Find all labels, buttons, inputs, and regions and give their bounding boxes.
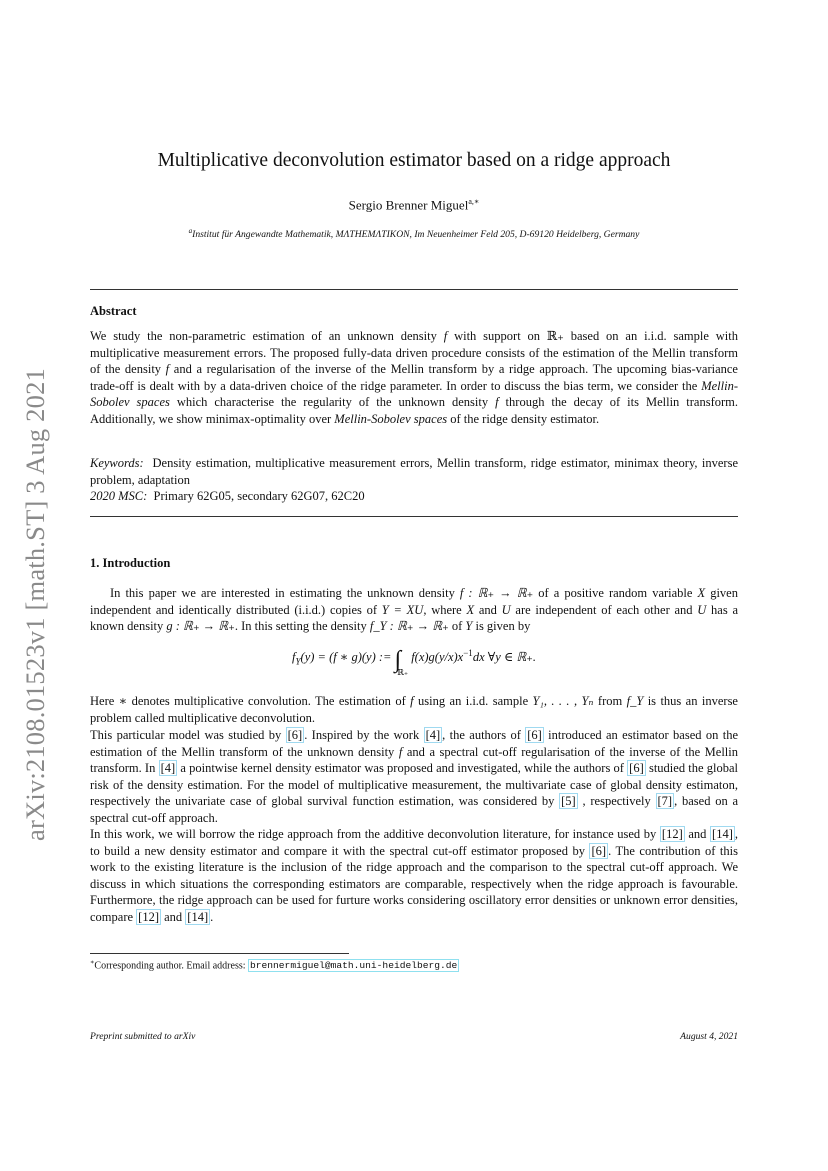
footnote [90,958,459,971]
abstract-math: f [165,362,170,377]
author-name: Sergio Brenner Miguel [348,197,469,213]
math: f : ℝ₊ → ℝ₊ [459,586,534,600]
text: . [210,909,214,924]
abstract-bottom-rule [90,516,738,517]
abstract-emphasis: Mellin-Sobolev spaces [334,411,448,426]
text: , based on a spectral cut-off approach. [90,794,739,825]
affiliation [90,227,738,240]
math: f_Y : ℝ₊ → ℝ₊ [369,619,449,634]
math: U [501,602,511,617]
keywords-text: Density estimation, multiplicative measurement errors, Mellin transform, ridge estimator, minimax theory, inverse problem, adaptation [90,456,739,487]
footnote-mark: ∗ [90,959,95,966]
citation-link[interactable]: [7] [657,794,673,809]
citation-link[interactable]: [12] [138,909,159,924]
text: . In this setting the density [234,619,370,634]
text: is thus an inverse problem called multiplicative deconvolution. [90,694,738,725]
keywords-label: Keywords: [90,456,144,470]
eq-part: dx ∀y ∈ ℝ₊. [472,650,536,664]
author-marks: a,∗ [468,197,480,206]
abstract-text: We study the non-parametric estimation of an unknown density [90,329,444,343]
citation-link[interactable]: [14] [712,827,733,841]
math: U [697,602,707,617]
integral-symbol: ∫ [394,647,402,673]
text: and [160,909,186,924]
citation-link[interactable]: [6] [629,761,644,776]
math: Y [465,619,473,634]
math: f [410,694,414,708]
text: given independent and identically distributed (i.i.d.) copies of [90,586,738,617]
text: , respectively [577,794,656,809]
text: Here ∗ denotes multiplicative convolution. The estimation of [90,694,411,708]
msc-text: Primary 62G05, secondary 62G07, 62C20 [153,489,365,504]
footer-date: August 4, 2021 [680,1031,738,1042]
paper-title: Multiplicative deconvolution estimator based on a ridge approach [157,150,671,171]
citation-link[interactable]: [5] [561,794,576,809]
text: introduced an estimator based on the estimation of the Mellin transform of the unknown density [90,728,739,759]
citation-link[interactable]: [4] [160,761,176,776]
text: has a known density [90,602,738,634]
keywords-block [90,455,738,505]
text: , to build a new density estimator and compare it with the spectral cut-off estimator proposed by [90,827,738,858]
eq-sub: ℝ₊ [397,668,409,677]
citation-link[interactable]: [6] [591,843,607,858]
author-line [90,197,738,213]
affiliation-text: Institut für Angewandte Mathematik, MΛTHEMΛTIKON, Im Neuenheimer Feld 205, D-69120 Heidelberg, Germany [192,229,640,241]
math: X [697,586,706,600]
eq-exp: −1 [463,647,473,658]
abstract-emphasis: Mellin-Sobolev spaces [90,378,738,410]
text: a pointwise kernel density estimator was proposed and investigated, while the authors of [177,761,628,776]
text: of [448,619,466,634]
text: and [474,602,502,617]
arxiv-side-stamp [10,351,60,857]
text: and a spectral cut-off regularisation of the inverse of the Mellin transform. In [90,744,738,776]
section-heading-introduction: 1. Introduction [90,556,171,570]
abstract-body [90,328,738,428]
citation-link[interactable]: [6] [527,728,542,742]
msc-label: 2020 MSC: [90,489,148,504]
eq-part: (y) = (f ∗ g)(y) := [300,650,392,664]
affiliation-mark: a [188,227,193,235]
text: . Inspired by the work [304,728,424,742]
email-link[interactable]: brennermiguel@math.uni-heidelberg.de [250,960,458,972]
math: g : ℝ₊ → ℝ₊ [166,619,235,634]
abstract-top-rule [90,289,738,290]
text: This particular model was studied by [90,728,286,742]
footer-preprint-note: Preprint submitted to arXiv [90,1031,196,1042]
abstract-math: f [443,329,448,343]
citation-link[interactable]: [6] [287,728,303,742]
text: are independent of each other and [510,602,698,617]
text: In this paper we are interested in estimating the unknown density [110,586,460,600]
abstract-text: and a regularisation of the inverse of the Mellin transform by a ridge approach. The upcoming bias-variance trade-off is dealt with by a data-driven choice of the ridge parameter. In order to discuss the bias term, we consider the [90,362,738,393]
equation-multiplicative-convolution [90,647,738,677]
abstract-math: f [495,395,499,410]
intro-paragraph-1 [90,585,738,635]
math: f_Y [626,694,644,708]
text: , the authors of [442,728,526,742]
abstract-text: through the decay of its Mellin transform. Additionally, we show minimax-optimality over [90,395,738,426]
eq-part: f [292,650,296,664]
text: from [593,694,627,708]
citation-link[interactable]: [12] [661,827,683,841]
text: and [684,827,711,841]
text: is given by [472,619,531,634]
text: of a positive random variable [533,586,698,600]
abstract-text: with support on ℝ₊ based on an i.i.d. sample with multiplicative measurement errors. The proposed fully-data driven procedure consists of the estimation of the Mellin transform of the density [90,329,738,377]
abstract-text: which characterise the regularity of the unknown density [169,395,496,410]
text: . The contribution of this work to the existing literature is the inclusion of the ridge approach and the comparison to the spectral cut-off approach. We discuss in which situations the corresponding estimators are comparable, respectively when the ridge approach is favourable. Furthermore, the ridge approach can be used for furture works considering oscillatory error densities or unknown error densities, compare [90,843,738,924]
intro-paragraph-4 [90,826,738,926]
citation-link[interactable]: [4] [425,728,441,742]
math: X [466,602,475,617]
arxiv-id-text: arXiv:2108.01523v1 [math.ST] 3 Aug 2021 [19,367,50,841]
intro-paragraph-2 [90,693,738,726]
math: Y₁, . . . , Yₙ [532,694,594,708]
eq-part: f(x)g(y/x)x [411,650,464,664]
abstract-heading: Abstract [90,304,137,318]
text: studied the global risk of the density estimation. For the model of multiplicative measurement, the multivariate case of global density estimaton, respectively the univariate case of global survival function estimation, was considered by [90,761,738,809]
abstract-text: of the ridge density estimator. [447,411,600,426]
eq-sub: Y [295,656,301,667]
intro-paragraph-3 [90,727,738,827]
math: Y = XU [381,602,424,617]
text: , where [423,602,467,617]
citation-link[interactable]: [14] [187,909,209,924]
footnote-text: Corresponding author. Email address: [94,960,249,972]
text: In this work, we will borrow the ridge approach from the additive deconvolution literature, for instance used by [90,827,660,841]
math: f [398,744,403,759]
text: using an i.i.d. sample [413,694,533,708]
footnote-rule [90,953,349,954]
